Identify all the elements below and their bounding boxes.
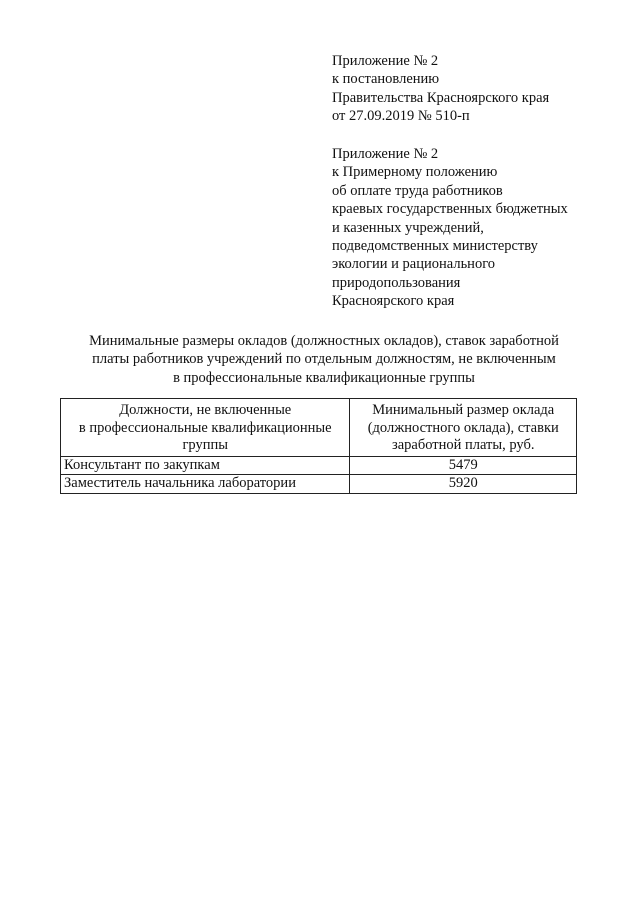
position-column-header <box>61 399 350 457</box>
appendix-regulation-line: краевых государственных бюджетных <box>332 201 568 218</box>
position-cell: Консультант по закупкам <box>61 456 350 475</box>
position-header-line: группы <box>182 437 228 453</box>
appendix-regulation-line: об оплате труда работников <box>332 182 503 199</box>
position-header-line: Должности, не включенные <box>119 402 292 418</box>
document-title-line: платы работников учреждений по отдельным должностям, не включенным <box>92 351 556 368</box>
appendix-regulation-line: Приложение № 2 <box>332 146 439 162</box>
appendix-resolution-block <box>332 52 612 126</box>
appendix-regulation-line: подведомственных министерству <box>332 238 538 255</box>
position-cell: Заместитель начальника лаборатории <box>61 475 350 494</box>
appendix-regulation-block <box>332 145 612 311</box>
appendix-regulation-line: к Примерному положению <box>332 164 498 181</box>
salary-column-header <box>350 399 577 457</box>
document-title-line: Минимальные размеры окладов (должностных окладов), ставок заработной <box>89 333 559 349</box>
appendix-resolution-line: Приложение № 2 <box>332 53 439 69</box>
table-header-row <box>61 399 577 457</box>
table-row <box>61 475 577 494</box>
appendix-regulation-line: Красноярского края <box>332 293 455 310</box>
appendix-resolution-line: от 27.09.2019 № 510-п <box>332 108 470 125</box>
appendix-regulation-line: природопользования <box>332 274 461 291</box>
document-title <box>60 332 588 387</box>
salary-table-body <box>61 456 577 493</box>
salary-header-line: (должностного оклада), ставки <box>367 419 559 436</box>
appendix-resolution-line: Правительства Красноярского края <box>332 89 550 106</box>
appendix-resolution-line: к постановлению <box>332 71 440 88</box>
appendix-regulation-line: и казенных учреждений, <box>332 219 484 236</box>
table-row <box>61 456 577 475</box>
salary-table <box>60 398 577 494</box>
salary-header-line: заработной платы, руб. <box>391 437 535 453</box>
document-title-line: в профессиональные квалификационные группы <box>173 369 475 386</box>
salary-table-header <box>61 399 577 457</box>
salary-cell: 5920 <box>350 475 577 494</box>
position-header-line: в профессиональные квалификационные <box>78 419 332 436</box>
salary-cell: 5479 <box>350 456 577 475</box>
appendix-regulation-line: экологии и рационального <box>332 256 496 273</box>
salary-header-line: Минимальный размер оклада <box>372 402 555 418</box>
